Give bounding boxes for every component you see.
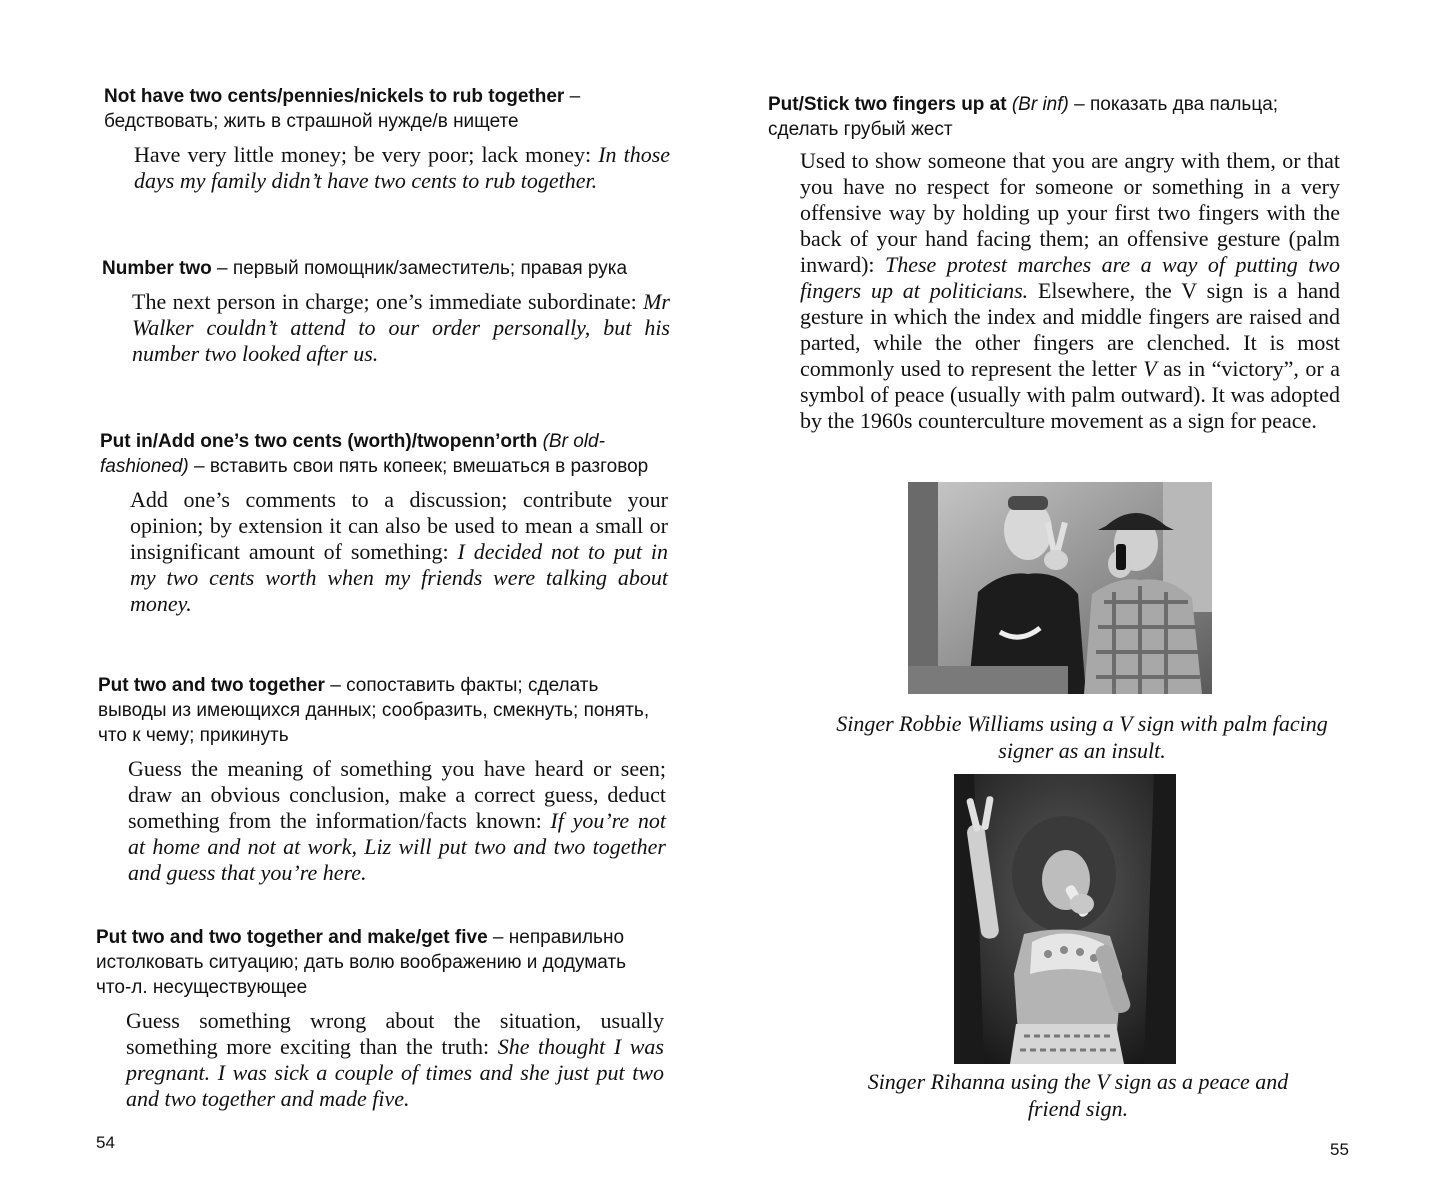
- entry-make-get-five: [96, 925, 664, 1112]
- definition: [126, 1008, 664, 1112]
- example-text: In those days my family didn’t have two cents to rub together.: [134, 142, 671, 193]
- headword-line: Put two and two together and make/get five – неправильно истолковать ситуацию; дать волю воображению и додумать что-л. несуществующее: [96, 927, 627, 998]
- right-page: [728, 0, 1456, 1200]
- letter-v: V: [1143, 356, 1157, 381]
- entry-put-two-fingers-up: [768, 92, 1340, 434]
- headword: Put two and two together and make/get five: [96, 927, 488, 948]
- usage-tag: (Br old-fashioned): [100, 431, 605, 477]
- headword: Not have two cents/pennies/nickels to rub together: [104, 86, 565, 107]
- definition: [134, 142, 670, 194]
- example-text: These protest marches are a way of putting two fingers up at politicians.: [800, 252, 1340, 303]
- headword: Put two and two together: [98, 675, 325, 696]
- definition-continued: Elsewhere, the V sign is a hand gesture in which the index and middle fingers are raised and parted, while the other fingers are clenched. It is most commonly used to represent the letter: [800, 278, 1340, 381]
- photo-robbie-williams-image: [908, 482, 1212, 694]
- example-text: She thought I was pregnant. I was sick a couple of times and she just put two and two together and made five.: [126, 1034, 664, 1111]
- translation: показать два пальца; сделать грубый жест: [768, 94, 1279, 140]
- definition-text: Guess the meaning of something you have heard or seen; draw an obvious conclusion, make a correct guess, deduct something from the information/facts known:: [128, 756, 666, 833]
- definition-text: Guess something wrong about the situation, usually something more exciting than the truth:: [126, 1008, 664, 1059]
- entry-number-two: [102, 256, 670, 367]
- translation: сопоставить факты; сделать выводы из имеющихся данных; сообразить, смекнуть; понять, что к чему; прикинуть: [98, 675, 650, 746]
- definition: [130, 487, 668, 617]
- caption-robbie-williams: Singer Robbie Williams using a V sign with palm facing signer as an insult.: [836, 711, 1328, 763]
- page-number: 54: [96, 1133, 115, 1152]
- photo-rihanna: [954, 774, 1176, 1064]
- headword-line: Put in/Add one’s two cents (worth)/twopenn’orth (Br old-fashioned) – вставить свои пять копеек; вмешаться в разговор: [100, 431, 649, 477]
- entry-not-have-two-cents: [104, 84, 670, 194]
- translation: первый помощник/заместитель; правая рука: [232, 258, 628, 279]
- headword-line: Put two and two together – сопоставить факты; сделать выводы из имеющихся данных; сообразить, смекнуть; понять, что к чему; прикинуть: [98, 675, 650, 746]
- photo-rihanna-image: [954, 774, 1176, 1064]
- caption-rihanna: Singer Rihanna using the V sign as a peace and friend sign.: [867, 1069, 1289, 1121]
- headword-line: Put/Stick two fingers up at (Br inf) – показать два пальца; сделать грубый жест: [768, 94, 1279, 140]
- definition-text: Add one’s comments to a discussion; contribute your opinion; by extension it can also be used to mean a small or insignificant amount of something:: [130, 487, 668, 564]
- headword: Put in/Add one’s two cents (worth)/twopenn’orth: [100, 431, 538, 452]
- translation: вставить свои пять копеек; вмешаться в разговор: [209, 456, 649, 477]
- headword-line: Not have two cents/pennies/nickels to rub together – бедствовать; жить в страшной нужде/в нищете: [104, 86, 581, 132]
- photo-robbie-williams: [908, 482, 1212, 694]
- definition: [128, 756, 666, 886]
- example-text: Mr Walker couldn’t attend to our order personally, but his number two looked after us.: [132, 289, 670, 366]
- definition-text: Used to show someone that you are angry with them, or that you have no respect for someone or something in a very offensive way by holding up your first two fingers with the back of your hand facing them; an offensive gesture (palm inward):: [800, 148, 1340, 277]
- definition: [132, 289, 670, 367]
- definition-text: The next person in charge; one’s immediate subordinate:: [132, 289, 637, 314]
- usage-tag: (Br inf): [1011, 94, 1069, 115]
- entry-put-in-two-cents: [100, 429, 668, 617]
- entry-put-two-and-two-together: [98, 673, 666, 886]
- headword: Put/Stick two fingers up at: [768, 94, 1007, 115]
- headword-line: Number two – первый помощник/заместитель; правая рука: [102, 258, 628, 279]
- definition-continued-2: as in “victory”, or a symbol of peace (usually with palm outward). It was adopted by the 1960s counterculture movement as a sign for peace.: [800, 356, 1341, 433]
- example-text: I decided not to put in my two cents worth when my friends were talking about money.: [130, 539, 668, 616]
- translation: неправильно истолковать ситуацию; дать волю воображению и додумать что-л. несуществующее: [96, 927, 627, 998]
- headword: Number two: [102, 258, 212, 279]
- definition-text: Have very little money; be very poor; lack money:: [134, 142, 592, 167]
- example-text: If you’re not at home and not at work, Liz will put two and two together and guess that you’re here.: [128, 808, 666, 885]
- translation: бедствовать; жить в страшной нужде/в нищете: [104, 111, 519, 132]
- page-number: 55: [1330, 1140, 1349, 1159]
- definition: [800, 148, 1340, 434]
